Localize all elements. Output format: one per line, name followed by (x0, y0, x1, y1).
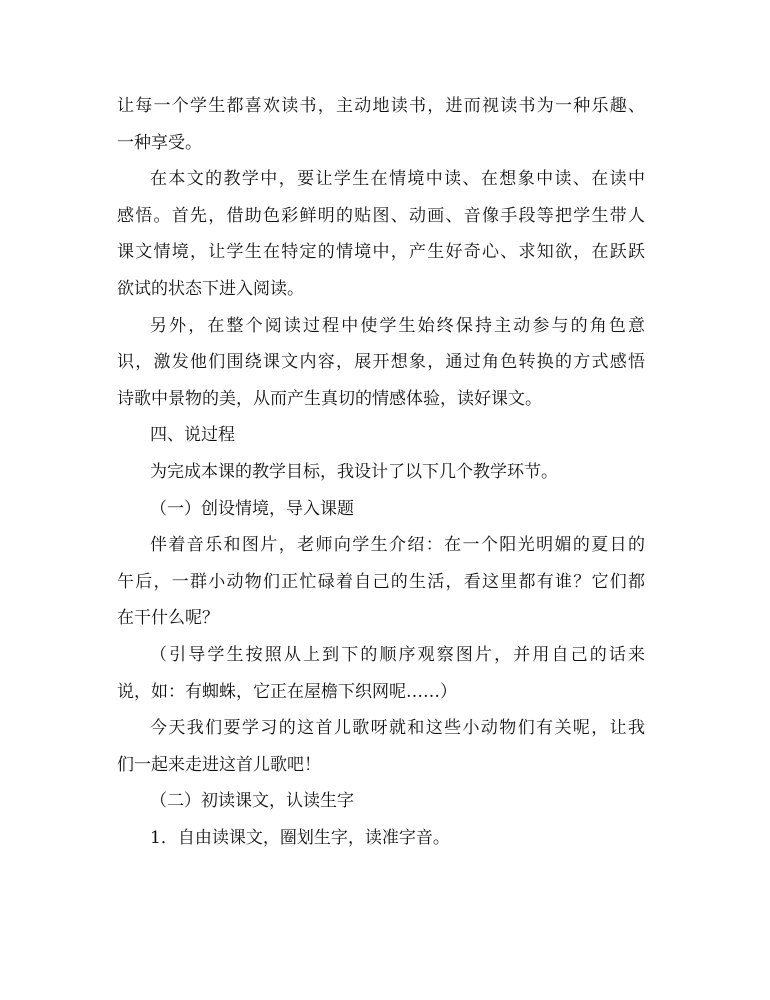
paragraph-line: 为完成本课的教学目标，我设计了以下几个教学环节。 (150, 461, 558, 482)
paragraph-line: 一种享受。 (117, 132, 202, 153)
subsection-heading: （一）创设情境，导入课题 (150, 498, 354, 519)
paragraph-line: 今天我们要学习的这首儿歌呀就和这些小动物们有关呢，让我 (150, 718, 645, 739)
paragraph-line: 说，如：有蜘蛛，它正在屋檐下织网呢……） (117, 681, 457, 702)
paragraph-line: 午后，一群小动物们正忙碌着自己的生活，看这里都有谁？它们都 (117, 571, 645, 592)
paragraph-line: 识，激发他们围绕课文内容，展开想象，通过角色转换的方式感悟 (117, 352, 645, 373)
paragraph-line: 让每一个学生都喜欢读书，主动地读书，进而视读书为一种乐趣、 (117, 96, 645, 116)
paragraph-line: 欲试的状态下进入阅读。 (117, 278, 304, 299)
subsection-heading: （二）初读课文，认读生字 (150, 791, 354, 812)
paragraph-line: （引导学生按照从上到下的顺序观察图片，并用自己的话来 (150, 644, 645, 665)
list-item: 1．自由读课文，圈划生字，读准字音。 (150, 827, 450, 848)
paragraph-line: 在干什么呢？ (117, 608, 219, 629)
document-body (117, 88, 645, 856)
paragraph-line: 另外，在整个阅读过程中使学生始终保持主动参与的角色意 (150, 315, 645, 336)
paragraph-line: 伴着音乐和图片，老师向学生介绍：在一个阳光明媚的夏日的 (150, 535, 645, 556)
paragraph-line: 在本文的教学中，要让学生在情境中读、在想象中读、在读中 (150, 169, 645, 190)
section-heading: 四、说过程 (150, 425, 235, 446)
paragraph-line: 课文情境，让学生在特定的情境中，产生好奇心、求知欲，在跃跃 (117, 242, 645, 263)
paragraph-line: 诗歌中景物的美，从而产生真切的情感体验，读好课文。 (117, 388, 542, 409)
paragraph-line: 们一起来走进这首儿歌吧！ (117, 754, 321, 775)
paragraph-line: 感悟。首先，借助色彩鲜明的贴图、动画、音像手段等把学生带人 (117, 205, 645, 226)
